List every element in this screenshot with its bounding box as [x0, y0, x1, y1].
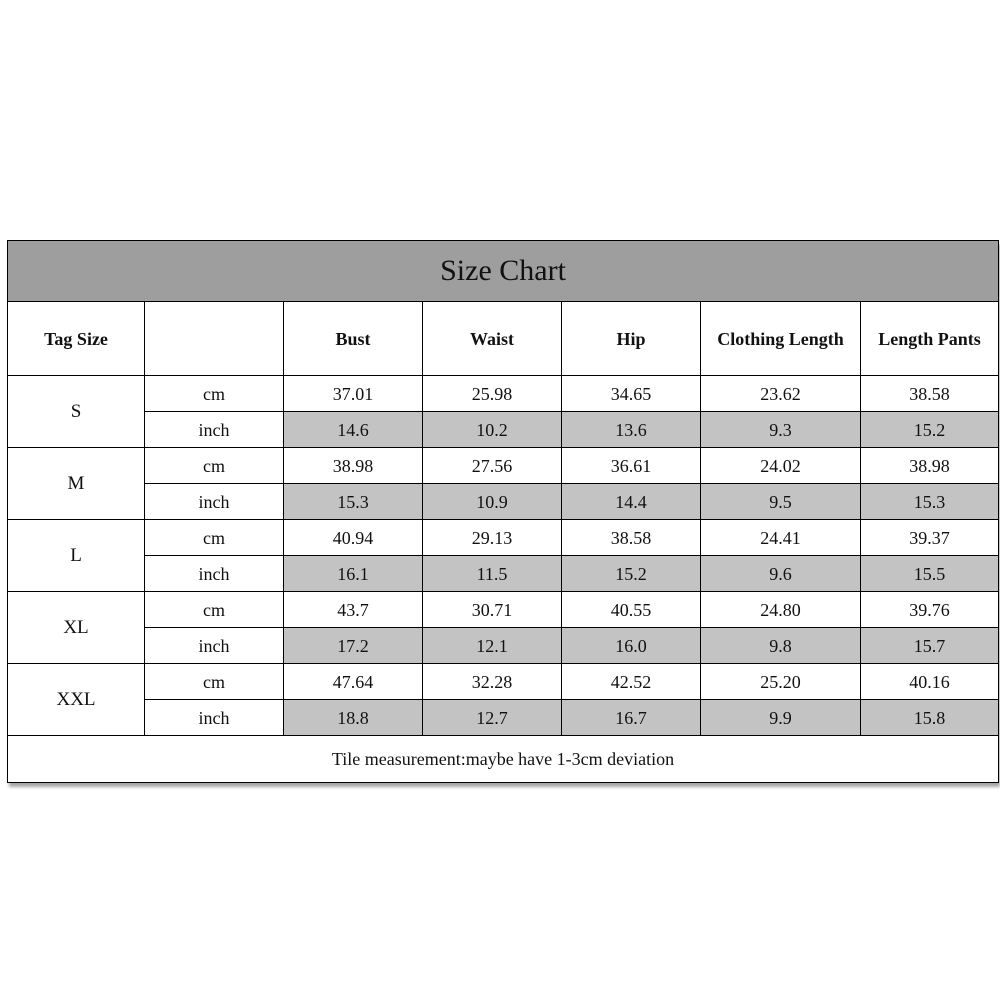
unit-cell-inch: inch [145, 556, 284, 592]
cm-value-cell: 24.41 [701, 520, 861, 556]
inch-value-cell: 18.8 [284, 700, 423, 736]
tag-size-cell: XL [8, 592, 145, 664]
inch-value-cell: 14.4 [562, 484, 701, 520]
unit-cell-inch: inch [145, 628, 284, 664]
inch-value-cell: 15.2 [861, 412, 999, 448]
cm-value-cell: 23.62 [701, 376, 861, 412]
tag-size-cell: L [8, 520, 145, 592]
header-waist: Waist [423, 302, 562, 376]
inch-value-cell: 13.6 [562, 412, 701, 448]
inch-value-cell: 9.5 [701, 484, 861, 520]
header-tag-size: Tag Size [8, 302, 145, 376]
inch-value-cell: 16.7 [562, 700, 701, 736]
inch-value-cell: 15.5 [861, 556, 999, 592]
header-bust: Bust [284, 302, 423, 376]
inch-value-cell: 10.9 [423, 484, 562, 520]
cm-value-cell: 29.13 [423, 520, 562, 556]
unit-cell-cm: cm [145, 448, 284, 484]
cm-value-cell: 34.65 [562, 376, 701, 412]
table-row [8, 700, 999, 736]
tag-size-cell: XXL [8, 664, 145, 736]
inch-value-cell: 16.1 [284, 556, 423, 592]
size-chart [7, 240, 998, 783]
header-hip: Hip [562, 302, 701, 376]
inch-value-cell: 17.2 [284, 628, 423, 664]
cm-value-cell: 37.01 [284, 376, 423, 412]
measurement-note: Tile measurement:maybe have 1-3cm deviation [8, 736, 999, 783]
cm-value-cell: 24.02 [701, 448, 861, 484]
cm-value-cell: 25.20 [701, 664, 861, 700]
chart-title: Size Chart [8, 241, 999, 302]
header-length-pants: Length Pants [861, 302, 999, 376]
unit-cell-cm: cm [145, 520, 284, 556]
cm-value-cell: 38.58 [861, 376, 999, 412]
table-row [8, 376, 999, 412]
unit-cell-inch: inch [145, 700, 284, 736]
cm-value-cell: 30.71 [423, 592, 562, 628]
inch-value-cell: 11.5 [423, 556, 562, 592]
cm-value-cell: 43.7 [284, 592, 423, 628]
header-clothing-length: Clothing Length [701, 302, 861, 376]
unit-cell-inch: inch [145, 412, 284, 448]
inch-value-cell: 10.2 [423, 412, 562, 448]
cm-value-cell: 38.98 [861, 448, 999, 484]
cm-value-cell: 38.98 [284, 448, 423, 484]
inch-value-cell: 12.7 [423, 700, 562, 736]
inch-value-cell: 9.3 [701, 412, 861, 448]
cm-value-cell: 40.94 [284, 520, 423, 556]
table-row [8, 628, 999, 664]
inch-value-cell: 15.3 [861, 484, 999, 520]
size-chart-table [7, 240, 999, 783]
tag-size-cell: S [8, 376, 145, 448]
inch-value-cell: 15.7 [861, 628, 999, 664]
cm-value-cell: 27.56 [423, 448, 562, 484]
table-row [8, 592, 999, 628]
inch-value-cell: 9.8 [701, 628, 861, 664]
table-row [8, 556, 999, 592]
cm-value-cell: 42.52 [562, 664, 701, 700]
cm-value-cell: 32.28 [423, 664, 562, 700]
inch-value-cell: 16.0 [562, 628, 701, 664]
table-row [8, 412, 999, 448]
table-row [8, 448, 999, 484]
table-row [8, 664, 999, 700]
tag-size-cell: M [8, 448, 145, 520]
cm-value-cell: 39.76 [861, 592, 999, 628]
cm-value-cell: 25.98 [423, 376, 562, 412]
unit-cell-cm: cm [145, 376, 284, 412]
inch-value-cell: 15.8 [861, 700, 999, 736]
cm-value-cell: 40.55 [562, 592, 701, 628]
cm-value-cell: 47.64 [284, 664, 423, 700]
table-body [8, 376, 999, 736]
inch-value-cell: 15.2 [562, 556, 701, 592]
inch-value-cell: 9.6 [701, 556, 861, 592]
cm-value-cell: 40.16 [861, 664, 999, 700]
inch-value-cell: 12.1 [423, 628, 562, 664]
table-row [8, 484, 999, 520]
table-row [8, 520, 999, 556]
cm-value-cell: 38.58 [562, 520, 701, 556]
cm-value-cell: 39.37 [861, 520, 999, 556]
header-row [8, 302, 999, 376]
inch-value-cell: 15.3 [284, 484, 423, 520]
cm-value-cell: 36.61 [562, 448, 701, 484]
header-unit [145, 302, 284, 376]
unit-cell-inch: inch [145, 484, 284, 520]
unit-cell-cm: cm [145, 592, 284, 628]
inch-value-cell: 9.9 [701, 700, 861, 736]
inch-value-cell: 14.6 [284, 412, 423, 448]
cm-value-cell: 24.80 [701, 592, 861, 628]
unit-cell-cm: cm [145, 664, 284, 700]
